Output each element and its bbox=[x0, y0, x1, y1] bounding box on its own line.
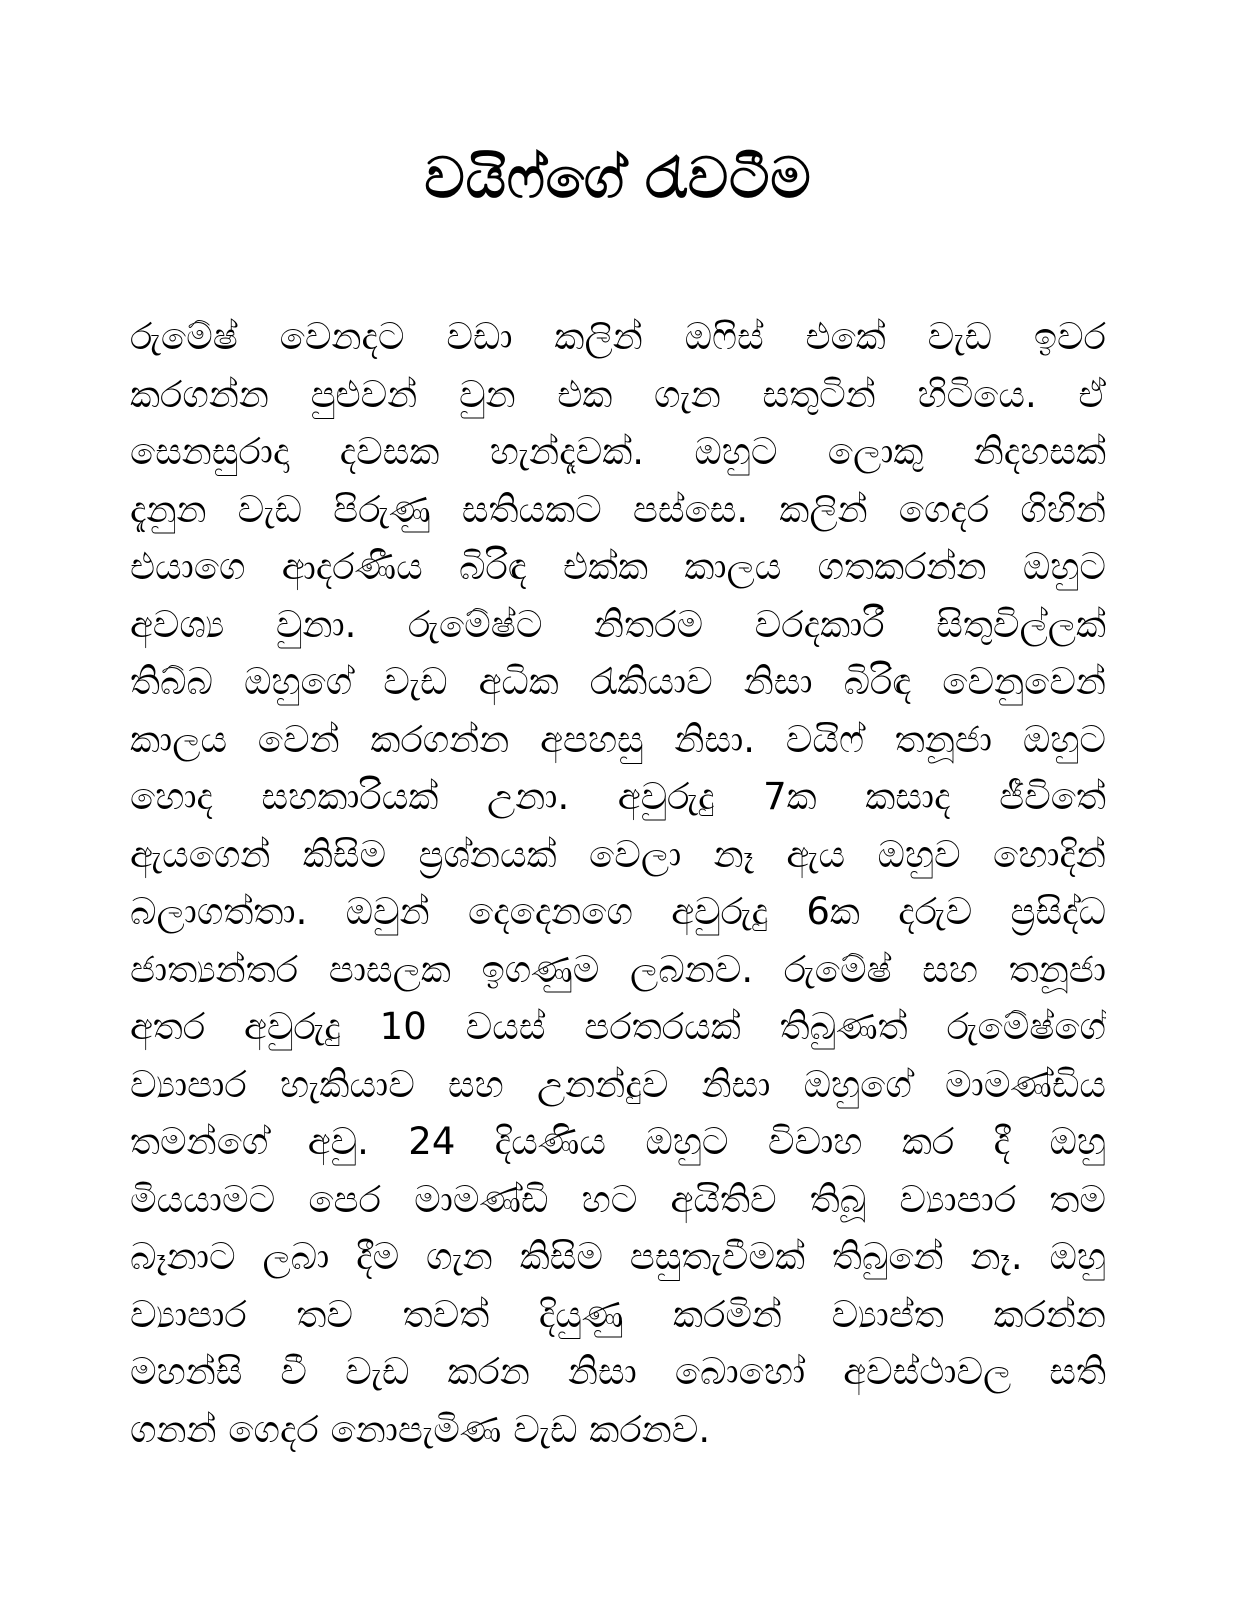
text-line: රුමේෂ් වෙනදට වඩා කලින් ඔෆිස් එකේ වැඩ ඉවර bbox=[130, 315, 1106, 358]
page-title: වයිෆ්ගේ රැවටීම bbox=[424, 145, 812, 211]
text-line: මියයාමට පෙර මාමණ්ඩි හට අයිතිව තිබූ ව්‍යාපාර තම bbox=[130, 1177, 1106, 1221]
text-line: බෑනාට ලබා දීම ගැන කිසිම පසුතැවීමක් තිබුනේ නෑ. ඔහු bbox=[130, 1235, 1106, 1278]
text-line: අවශ්‍ය වුනා. රුමේෂ්ට නිතරම වරදකාරී සිතුවිල්ලක් bbox=[130, 602, 1106, 646]
text-line: තමන්ගේ අවු. 24 දියණිය ඔහුට විවාහ කර දී ඔහු bbox=[130, 1120, 1106, 1163]
text-line: ගනන් ගෙදර නොපැමිණ වැඩ කරනව. bbox=[130, 1407, 711, 1451]
text-line: ව්‍යාපාර තව තවත් දියුණු කරමින් ව්‍යාප්ත කරන්න bbox=[130, 1292, 1106, 1336]
text-line: අතර අවුරුදු 10 වයස් පරතරයක් තිබුණත් රුමේෂ්ගේ bbox=[130, 1005, 1106, 1048]
text-line: කාලය වෙන් කරගන්න අපහසු නිසා. වයිෆ් තනූජා ඔහුට bbox=[130, 717, 1106, 761]
text-line: හොද සහකාරියක් උනා. අවුරුදු 7ක කසාද ජීවිතේ bbox=[130, 775, 1106, 818]
text-line: කරගන්න පුළුවන් වුන එක ගැන සතුටින් හිටියෙ. ඒ bbox=[130, 372, 1106, 416]
text-line: එයාගෙ ආදරණීය බිරිඳ එක්ක කාලය ගතකරන්න ඔහුට bbox=[130, 545, 1106, 588]
text-line: මහන්සි වී වැඩ කරන නිසා බොහෝ අවස්ථාවල සති bbox=[130, 1350, 1106, 1393]
text-line: දැනුන වැඩ පිරුණු සතියකට පස්සෙ. කලින් ගෙදර ගිහින් bbox=[130, 487, 1106, 531]
body-paragraph bbox=[130, 308, 1106, 1458]
text-line: බලාගත්තා. ඔවුන් දෙදෙනගෙ අවුරුදු 6ක දරුව ප්‍රසිද්ධ bbox=[130, 890, 1106, 933]
text-line: සෙනසුරාදා දවසක හැන්දෑවක්. ඔහුට ලොකු නිදහසක් bbox=[130, 430, 1106, 473]
text-line: ජාත්‍යන්තර පාසලක ඉගණුම ලබනව. රුමේෂ් සහ තනූජා bbox=[130, 947, 1106, 991]
text-line: ඇයගෙන් කිසිම ප්‍රශ්නයක් වෙලා නෑ ඇය ඔහුව හොදින් bbox=[130, 832, 1106, 876]
text-line: ව්‍යාපාර හැකියාව සහ උනන්දුව නිසා ඔහුගේ මාමණ්ඩිය bbox=[130, 1062, 1106, 1106]
text-line: තිබ්බ ඔහුගේ වැඩ අධික රැකියාව නිසා බිරිඳ වෙනුවෙන් bbox=[130, 660, 1106, 703]
